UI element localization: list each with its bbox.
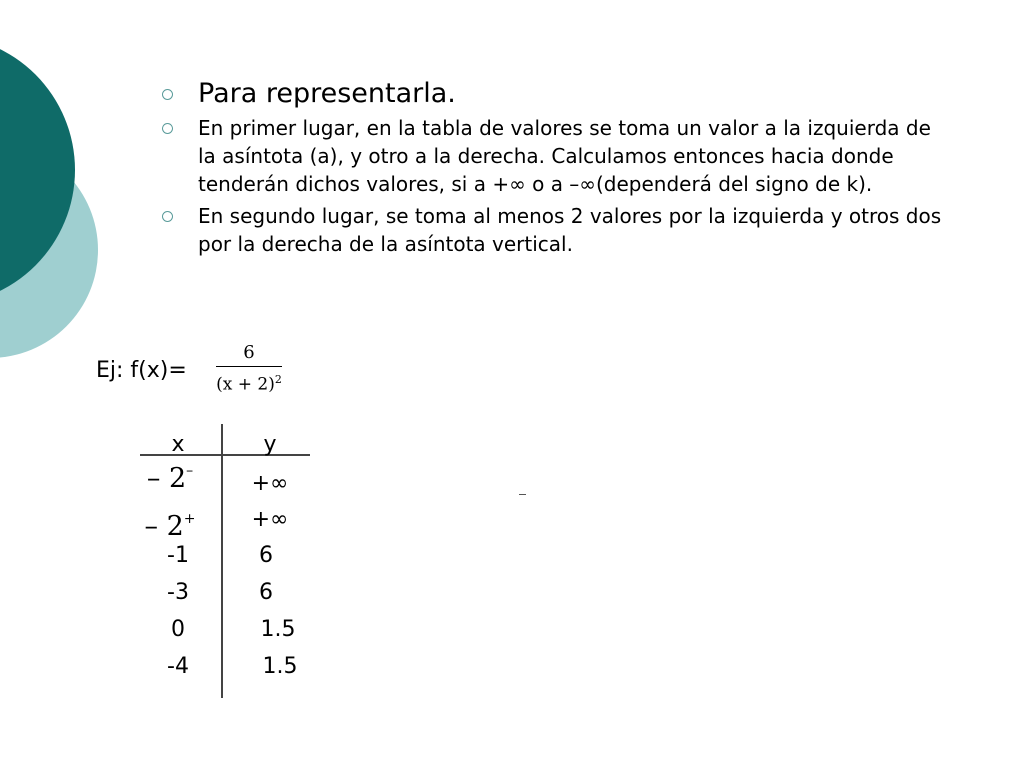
fraction-denominator: [214, 370, 284, 395]
stray-dash-mark: [519, 494, 526, 495]
bullet-item-first-step: [158, 114, 948, 198]
table-cell-x-row5: 0: [171, 617, 185, 642]
x-superscript: –: [186, 463, 194, 479]
bullet-text: Para representarla.: [198, 78, 456, 109]
x-superscript: +: [183, 511, 196, 527]
fraction-numerator: 6: [243, 342, 255, 363]
table-cell-x-row4: -3: [167, 580, 189, 605]
table-cell-y-row6: 1.5: [262, 654, 298, 679]
table-cell-x-row6: -4: [167, 654, 189, 679]
circle-bullet-icon: [162, 89, 173, 100]
denominator-exponent: 2: [274, 373, 282, 386]
table-cell-y-row3: 6: [259, 543, 273, 568]
decorative-circles: [0, 0, 110, 400]
circle-bullet-icon: [162, 123, 173, 134]
table-cell-x-row1: [140, 458, 200, 492]
table-header-x: x: [171, 432, 185, 457]
bullet-item-second-step: [158, 202, 948, 258]
example-label: Ej: f(x)=: [96, 358, 187, 383]
table-cell-x-row2: [140, 506, 200, 540]
circle-bullet-icon: [162, 211, 173, 222]
x-value: – 2: [144, 511, 184, 542]
table-cell-y-row5: 1.5: [260, 617, 296, 642]
table-vertical-divider: [221, 424, 223, 698]
bullet-list: [158, 76, 948, 262]
bullet-text: En primer lugar, en la tabla de valores se toma un valor a la izquierda de la asíntota (a), y otro a la derecha. Calculamos entonces hacia donde tenderán dichos valores, si a +∞ o a –∞(dependerá del signo de k).: [198, 116, 931, 196]
table-cell-x-row3: -1: [167, 543, 189, 568]
table-cell-y-row1: +∞: [251, 471, 289, 496]
fraction-bar: [216, 366, 282, 367]
function-fraction: [214, 342, 284, 395]
table-cell-y-row2: +∞: [251, 507, 289, 532]
bullet-item-title: [158, 76, 948, 112]
denominator-base: (x + 2): [216, 374, 275, 395]
table-header-y: y: [263, 432, 277, 457]
bullet-text: En segundo lugar, se toma al menos 2 valores por la izquierda y otros dos por la derecha de la asíntota vertical.: [198, 204, 942, 256]
table-cell-y-row4: 6: [259, 580, 273, 605]
x-value: – 2: [146, 463, 187, 494]
